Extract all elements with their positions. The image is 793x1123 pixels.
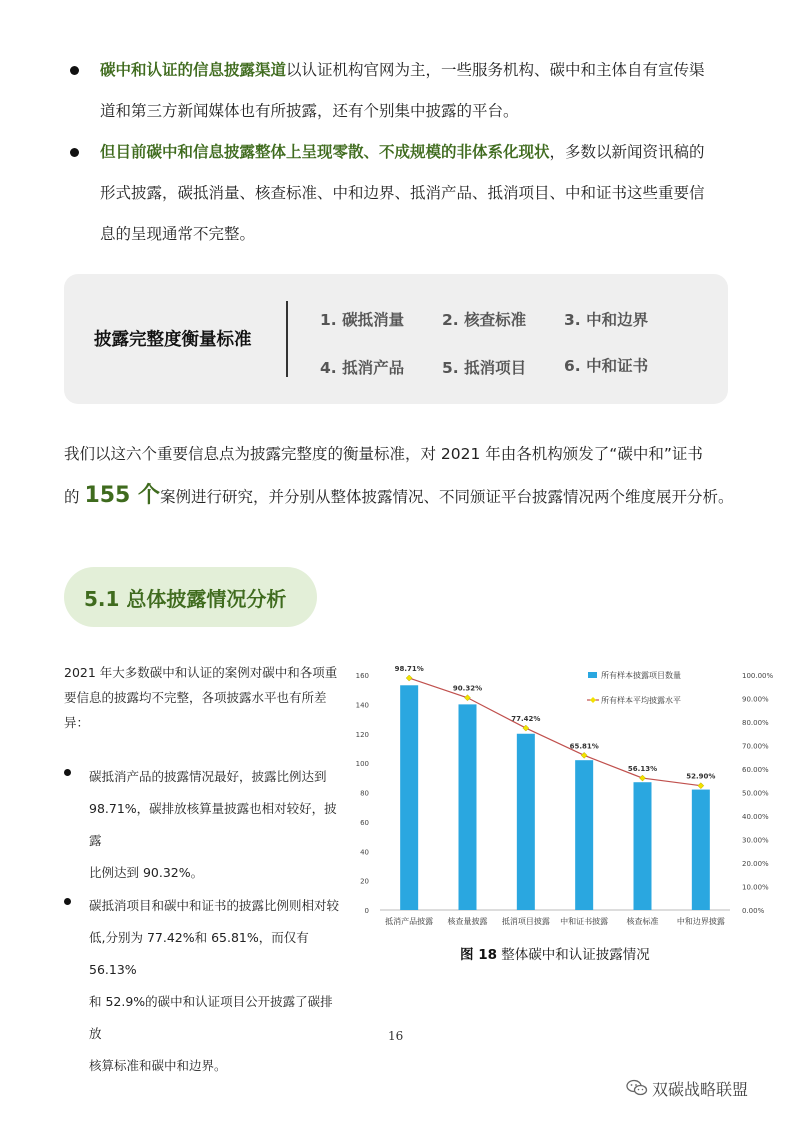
y-tick-label: 60 <box>360 818 369 827</box>
analysis-bullet <box>64 761 344 889</box>
bullet-text: 息的呈现通常不完整。 <box>100 225 256 243</box>
y2-tick-label: 70.00% <box>742 742 769 751</box>
bullet-dot-icon <box>70 148 79 157</box>
analysis-line: 低,分别为 77.42%和 65.81%，而仅有 56.13% <box>89 930 309 977</box>
criteria-box <box>64 274 728 404</box>
legend-marker <box>590 697 596 703</box>
figure-title: 整体碳中和认证披露情况 <box>497 947 650 963</box>
intro-text: 案例进行研究，并分别从整体披露情况、不同颁证平台披露情况两个维度展开分析。 <box>160 488 734 506</box>
analysis-line: 核算标准和碳中和边界。 <box>89 1058 227 1073</box>
y2-tick-label: 30.00% <box>742 836 769 845</box>
intro-line: 我们以这六个重要信息点为披露完整度的衡量标准，对 2021 年由各机构颁发了“碳中和”证书 <box>64 445 703 463</box>
y-tick-label: 80 <box>360 789 369 798</box>
bullet-list <box>64 50 744 255</box>
intro-text: 的 <box>64 488 85 506</box>
y2-tick-label: 0.00% <box>742 907 765 915</box>
x-tick-label: 抵消项目披露 <box>501 917 550 926</box>
y2-tick-label: 100.00% <box>742 672 774 680</box>
x-tick-label: 核查标准 <box>626 917 659 926</box>
y-tick-label: 160 <box>355 672 369 680</box>
data-label: 77.42% <box>511 715 541 724</box>
line-point <box>465 695 471 701</box>
bar <box>692 790 710 910</box>
bullet-text: 以认证机构官网为主，一些服务机构、碳中和主体自有宣传渠 <box>286 61 705 79</box>
watermark-text: 双碳战略联盟 <box>652 1080 749 1099</box>
bullet-dot-icon <box>64 769 71 776</box>
criteria-divider <box>286 301 288 377</box>
series-line <box>409 678 701 786</box>
intro-paragraph <box>64 433 744 518</box>
bar <box>575 760 593 910</box>
figure-caption <box>460 943 650 963</box>
bullet-text: 形式披露，碳抵消量、核查标准、中和边界、抵消产品、抵消项目、中和证书这些重要信 <box>100 184 705 202</box>
bar <box>634 782 652 910</box>
y-tick-label: 120 <box>355 730 369 739</box>
legend-label: 所有样本平均披露水平 <box>601 696 681 705</box>
x-tick-label: 中和边界披露 <box>676 917 725 926</box>
criteria-item: 6. 中和证书 <box>564 357 649 375</box>
data-label: 56.13% <box>627 765 658 774</box>
y-tick-label: 140 <box>355 701 369 710</box>
section-title: 5.1 总体披露情况分析 <box>84 587 287 611</box>
page-number: 16 <box>388 1029 404 1043</box>
y-tick-label: 40 <box>360 848 369 857</box>
wechat-icon <box>626 1079 648 1097</box>
analysis-line: 和 52.9%的碳中和认证项目公开披露了碳排放 <box>89 994 333 1041</box>
line-point <box>581 752 587 758</box>
criteria-item: 3. 中和边界 <box>564 311 649 329</box>
bullet-dot-icon <box>64 898 71 905</box>
y2-tick-label: 20.00% <box>742 860 769 868</box>
section-heading <box>64 567 317 627</box>
analysis-line: 要信息的披露均不完整，各项披露水平也有所差异： <box>64 690 327 730</box>
data-label: 98.71% <box>394 665 424 674</box>
data-label: 52.90% <box>686 772 716 781</box>
bullet-item <box>64 50 744 132</box>
criteria-item: 5. 抵消项目 <box>442 359 527 377</box>
analysis-bullet <box>64 890 344 1082</box>
analysis-line: 碳抵消产品的披露情况最好，披露比例达到 <box>89 769 327 784</box>
bullet-bold: 但目前碳中和信息披露整体上呈现零散、不成规模的非体系化现状 <box>100 143 550 161</box>
bullet-item <box>64 132 744 255</box>
bullet-text: ，多数以新闻资讯稿的 <box>549 143 705 161</box>
figure-label: 图 18 <box>460 947 497 963</box>
bar <box>459 704 477 910</box>
y-tick-label: 20 <box>360 877 369 886</box>
analysis-line: 比例达到 90.32%。 <box>89 865 204 880</box>
line-point <box>523 725 529 731</box>
x-tick-label: 中和证书披露 <box>560 917 609 926</box>
y2-tick-label: 40.00% <box>742 813 769 821</box>
case-count: 155 个 <box>84 483 161 508</box>
criteria-item: 2. 核查标准 <box>442 311 527 329</box>
y2-tick-label: 80.00% <box>742 719 769 727</box>
line-point <box>640 775 646 781</box>
bar <box>517 734 535 910</box>
analysis-line: 2021 年大多数碳中和认证的案例对碳中和各项重 <box>64 665 338 680</box>
y2-tick-label: 10.00% <box>742 883 769 892</box>
disclosure-chart <box>345 655 775 940</box>
bullet-text: 道和第三方新闻媒体也有所披露，还有个别集中披露的平台。 <box>100 102 519 120</box>
legend-label: 所有样本披露项目数量 <box>601 671 681 680</box>
bullet-bold: 碳中和认证的信息披露渠道 <box>100 61 287 79</box>
criteria-item: 4. 抵消产品 <box>320 359 405 377</box>
bar <box>400 685 418 910</box>
x-tick-label: 核查量披露 <box>447 917 488 926</box>
analysis-line: 碳抵消项目和碳中和证书的披露比例则相对较 <box>89 898 340 913</box>
x-tick-label: 抵消产品披露 <box>385 917 434 926</box>
data-label: 65.81% <box>569 742 599 751</box>
y-tick-label: 100 <box>355 760 369 769</box>
y2-tick-label: 50.00% <box>742 789 769 798</box>
y-tick-label: 0 <box>364 907 369 915</box>
analysis-line: 98.71%，碳排放核算量披露也相对较好，披露 <box>89 801 337 848</box>
legend-swatch-bars <box>588 672 597 678</box>
y2-tick-label: 60.00% <box>742 766 769 774</box>
line-point <box>406 675 412 681</box>
criteria-title: 披露完整度衡量标准 <box>94 330 252 350</box>
analysis-text <box>64 660 344 1082</box>
y2-tick-label: 90.00% <box>742 695 769 704</box>
data-label: 90.32% <box>452 684 483 693</box>
criteria-item: 1. 碳抵消量 <box>320 311 405 329</box>
line-point <box>698 783 704 789</box>
bullet-dot-icon <box>70 66 79 75</box>
